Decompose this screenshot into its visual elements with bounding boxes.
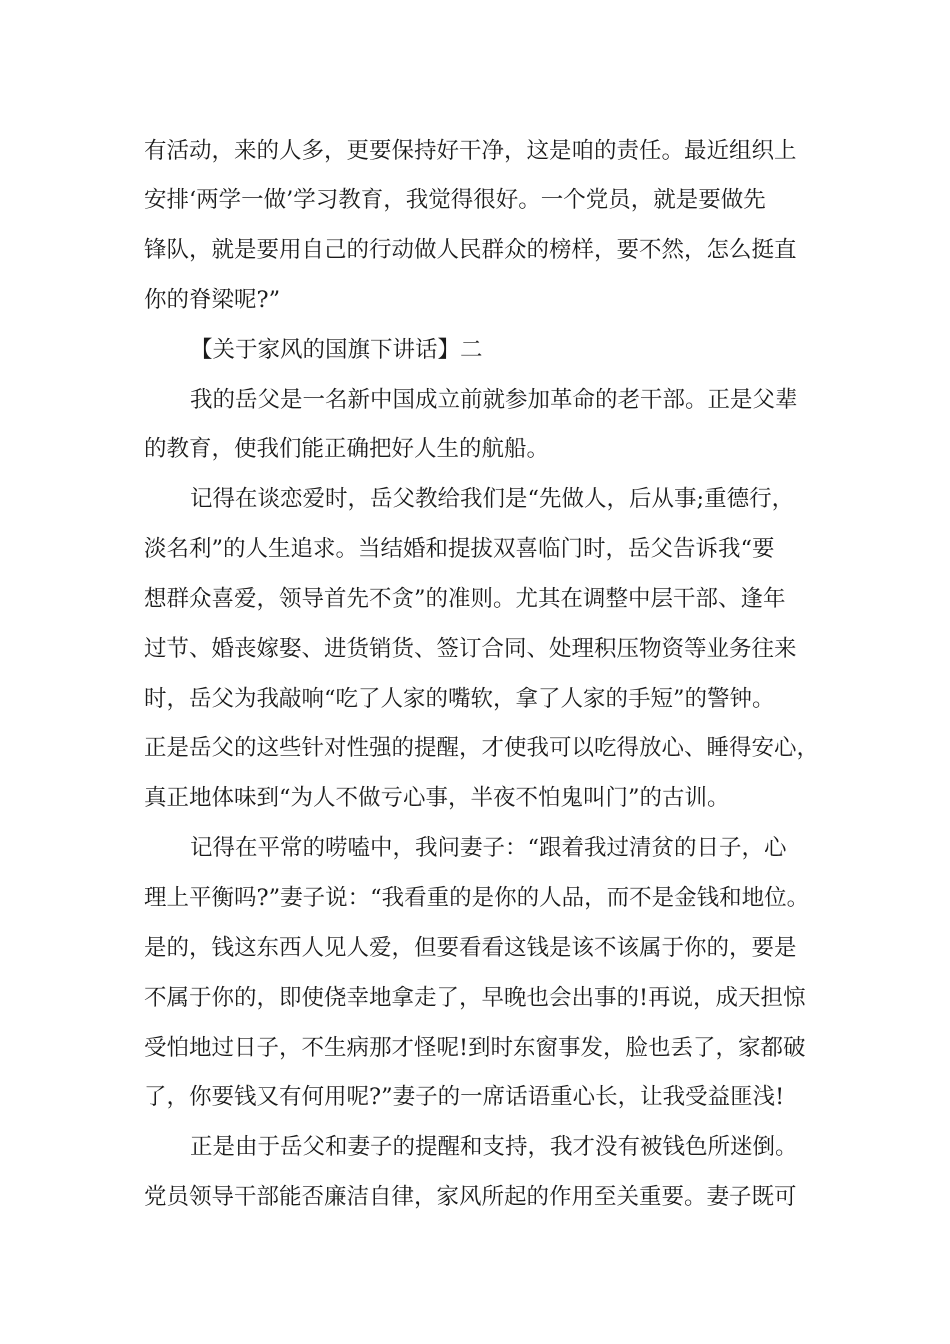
text-line: 正是由于岳父和妻子的提醒和支持，我才没有被钱色所迷倒。 (190, 1134, 798, 1160)
text-line: 受怕地过日子，不生病那才怪呢!到时东窗事发，脸也丢了，家都破 (144, 1035, 806, 1061)
text-line: 是的，钱这东西人见人爱，但要看看这钱是该不该属于你的，要是 (144, 935, 797, 961)
text-line: 记得在平常的唠嗑中，我问妻子：“跟着我过清贫的日子，心 (190, 835, 787, 861)
text-line: 了，你要钱又有何用呢?”妻子的一席话语重心长，让我受益匪浅! (144, 1084, 785, 1110)
text-line: 党员领导干部能否廉洁自律，家风所起的作用至关重要。妻子既可 (144, 1184, 797, 1210)
text-line: 锋队，就是要用自己的行动做人民群众的榜样，要不然，怎么挺直 (144, 237, 797, 263)
text-line: 你的脊梁呢?” (144, 287, 281, 313)
text-line: 真正地体味到“为人不做亏心事，半夜不怕鬼叫门”的古训。 (144, 785, 730, 811)
text-line: 安排‘两学一做’学习教育，我觉得很好。一个党员，就是要做先 (144, 187, 766, 213)
text-line: 记得在谈恋爱时，岳父教给我们是“先做人，后从事;重德行， (190, 486, 795, 512)
text-line: 不属于你的，即使侥幸地拿走了，早晚也会出事的!再说，成天担惊 (144, 985, 806, 1011)
text-line: 理上平衡吗?”妻子说：“我看重的是你的人品，而不是金钱和地位。 (144, 885, 810, 911)
text-line: 淡名利”的人生追求。当结婚和提拔双喜临门时，岳父告诉我“要 (144, 536, 775, 562)
text-line: 我的岳父是一名新中国成立前就参加革命的老干部。正是父辈 (190, 387, 798, 413)
text-line: 正是岳父的这些针对性强的提醒，才使我可以吃得放心、睡得安心， (144, 735, 820, 761)
text-line: 的教育，使我们能正确把好人生的航船。 (144, 436, 550, 462)
section-heading: 【关于家风的国旗下讲话】二 (190, 337, 483, 363)
text-line: 想群众喜爱，领导首先不贪”的准则。尤其在调整中层干部、逢年 (144, 586, 786, 612)
text-line: 时，岳父为我敲响“吃了人家的嘴软，拿了人家的手短”的警钟。 (144, 686, 775, 712)
text-line: 有活动，来的人多，更要保持好干净，这是咱的责任。最近组织上 (144, 138, 797, 164)
text-line: 过节、婚丧嫁娶、进货销货、签订合同、处理积压物资等业务往来 (144, 636, 797, 662)
